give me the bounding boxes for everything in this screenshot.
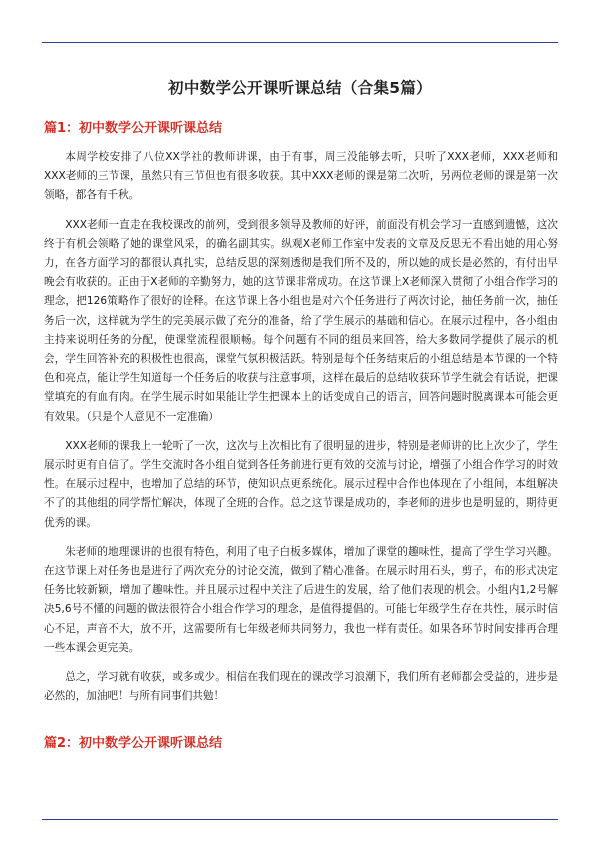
section-1-body — [44, 148, 558, 716]
bottom-rule — [42, 819, 558, 820]
paragraph-5: 总之，学习就有收获，或多或少。相信在我们现在的课改学习浪潮下，我们所有老师都会受益的，进步是必然的，加油吧！与所有同事们共勉！ — [44, 671, 558, 703]
section-heading-1: 篇1：初中数学公开课听课总结 — [44, 121, 223, 136]
paragraph-2: XXX老师一直走在我校课改的前列，受到很多领导及教师的好评，前面没有机会学习一直感到遗憾，这次终于有机会领略了她的课堂风采，的确名副其实。纵观X老师工作室中发表的文章及反思无不看出她的用心努力，在各方面学习的都很认真扎实，总结反思的深刻透彻是我们所不及的，所以她的成长是必然的，有付出早晚会有收获的。正由于X老师的辛勤努力，她的这节课非常成功。在这节课上X老师深入贯彻了小组合作学习的理念，把126策略作了很好的诠释。在这节课上各小组也是对六个任务进行了两次讨论，抽任务前一次，抽任务后一次，这样就为学生的完美展示做了充分的准备，给了学生展示的基础和信心。在展示过程中，各小组由主持来说明任务的分配，使课堂流程很顺畅。每个问题有不同的组员来回答，给大多数同学提供了展示的机会，学生回答补充的积极性也很高，课堂气氛积极活跃。特别是每个任务结束后的小组总结是本节课的一个特色和亮点，能让学生知道每一个任务后的收获与注意事项，这样在最后的总结收获环节学生就会有话说，把课堂填充的有血有肉。在学生展示时如果能让学生把课本上的话变成自己的语言，回答问题时脱离课本可能会更有效果。（只是个人意见不一定准确） — [44, 218, 558, 423]
paragraph-1: 本周学校安排了八位XX学社的教师讲课，由于有事，周三没能够去听，只听了XXX老师，XXX老师和XXX老师的三节课，虽然只有三节但也有很多收获。其中XXX老师的课是第二次听，另两位老师的课是第一次领略，都各有千秋。 — [44, 151, 558, 202]
paragraph-4: 朱老师的地理课讲的也很有特色，利用了电子白板多媒体，增加了课堂的趣味性，提高了学生学习兴趣。在这节课上对任务也是进行了两次充分的讨论交流，做到了精心准备。在展示时用石头，剪子，布的形式决定任务比较新颖，增加了趣味性。并且展示过程中关注了后进生的发展，给了他们表现的机会。小组内1,2号解决5,6号不懂的问题的做法很符合小组合作学习的理念，是值得提倡的。可能七年级学生存在共性，展示时信心不足，声音不大，放不开，这需要所有七年级老师共同努力，我也一样有责任。如果各环节时间安排再合理一些本课会更完美。 — [44, 545, 558, 654]
top-rule — [42, 42, 558, 43]
document-title: 初中数学公开课听课总结（合集5篇） — [168, 79, 432, 97]
paragraph-3: XXX老师的课我上一轮听了一次，这次与上次相比有了很明显的进步，特别是老师讲的比上次少了，学生展示时更有自信了。学生交流时各小组自觉到各任务前进行更有效的交流与讨论，增强了小组合作学习的时效性。在展示过程中，也增加了总结的环节，使知识点更系统化。展示过程中合作也体现在了小组间，本组解决不了的其他组的同学帮忙解决，体现了全班的合作。总之这节课是成功的，李老师的进步也是明显的，期待更优秀的课。 — [44, 439, 558, 529]
section-heading-2: 篇2：初中数学公开课听课总结 — [44, 736, 223, 751]
